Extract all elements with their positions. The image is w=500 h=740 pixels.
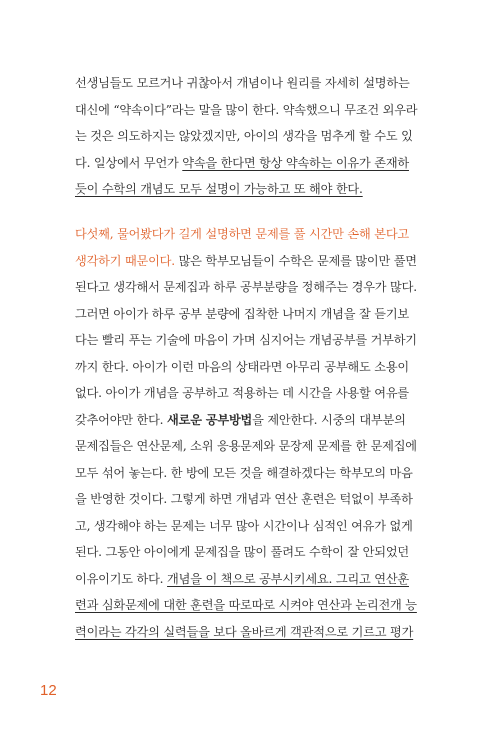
text-run: 다. 일상에서 무언가 bbox=[75, 155, 183, 170]
text-line: 다는 빨리 푸는 기술에 마음이 가며 심지어는 개념공부를 거부하기 bbox=[75, 333, 417, 347]
underlined-text: 개념을 이 책으로 공부시키세요. 그리고 연산훈 bbox=[167, 571, 409, 586]
underlined-text-line: 듯이 수학의 개념도 모두 설명이 가능하고 또 해야 한다. bbox=[75, 182, 363, 196]
page-number: 12 bbox=[40, 682, 57, 699]
text-run: 이유이기도 하다. bbox=[75, 571, 168, 586]
highlighted-text: 생각하기 때문이다. bbox=[75, 253, 175, 268]
highlighted-text-line: 다섯째, 물어봤다가 길게 설명하면 문제를 풀 시간만 손해 본다고 bbox=[75, 227, 409, 241]
text-run: 많은 학부모님들이 수학은 문제를 많이만 풀면 bbox=[174, 253, 417, 268]
text-line: 된다. 그동안 아이에게 문제집을 많이 풀려도 수학이 잘 안되었던 bbox=[75, 545, 409, 559]
text-line: 선생님들도 모르거나 귀찮아서 개념이나 원리를 자세히 설명하는 bbox=[75, 76, 410, 90]
text-line bbox=[75, 566, 427, 593]
text-line: 그러면 아이가 하루 공부 분량에 집착한 나머지 개념을 잘 듣기보 bbox=[75, 306, 409, 321]
text-line: 모두 섞어 놓는다. 한 방에 모든 것을 해결하겠다는 학부모의 마음 bbox=[75, 465, 413, 480]
text-line: 을 반영한 것이다. 그렇게 하면 개념과 연산 훈련은 턱없이 부족하 bbox=[75, 492, 413, 506]
paragraph-2 bbox=[75, 221, 427, 645]
text-run: 을 제안한다. 시중의 대부분의 bbox=[252, 412, 406, 427]
text-line bbox=[75, 407, 427, 434]
underlined-text-line: 련과 심화문제에 대한 훈련을 따로따로 시켜야 연산과 논리전개 능 bbox=[75, 598, 417, 612]
paragraph-1 bbox=[75, 70, 427, 203]
underlined-text: 약속을 한다면 항상 약속하는 이유가 존재하 bbox=[182, 155, 409, 170]
text-line: 까지 한다. 아이가 이런 마음의 상태라면 아무리 공부해도 소용이 bbox=[75, 359, 409, 374]
text-line bbox=[75, 150, 427, 177]
text-line: 문제집들은 연산문제, 소위 응용문제와 문장제 문제를 한 문제집에 bbox=[75, 439, 417, 453]
text-line: 는 것은 의도하지는 않았겠지만, 아이의 생각을 멈추게 할 수도 있 bbox=[75, 129, 413, 143]
text-line: 대신에 “약속이다”라는 말을 많이 한다. 약속했으니 무조건 외우라 bbox=[75, 102, 418, 117]
text-line: 고, 생각해야 하는 문제는 너무 많아 시간이나 심적인 여유가 없게 bbox=[75, 518, 413, 533]
underlined-text-line: 력이라는 각각의 실력들을 보다 올바르게 객관적으로 기르고 평가 bbox=[75, 624, 414, 639]
text-run: 갖추어야만 한다. bbox=[75, 412, 168, 427]
bold-text: 새로운 공부방법 bbox=[167, 412, 253, 427]
text-line: 된다고 생각해서 문제집과 하루 공부분량을 정해주는 경우가 많다. bbox=[75, 280, 417, 294]
text-line: 없다. 아이가 개념을 공부하고 적용하는 데 시간을 사용할 여유를 bbox=[75, 386, 409, 400]
text-line bbox=[75, 248, 427, 275]
